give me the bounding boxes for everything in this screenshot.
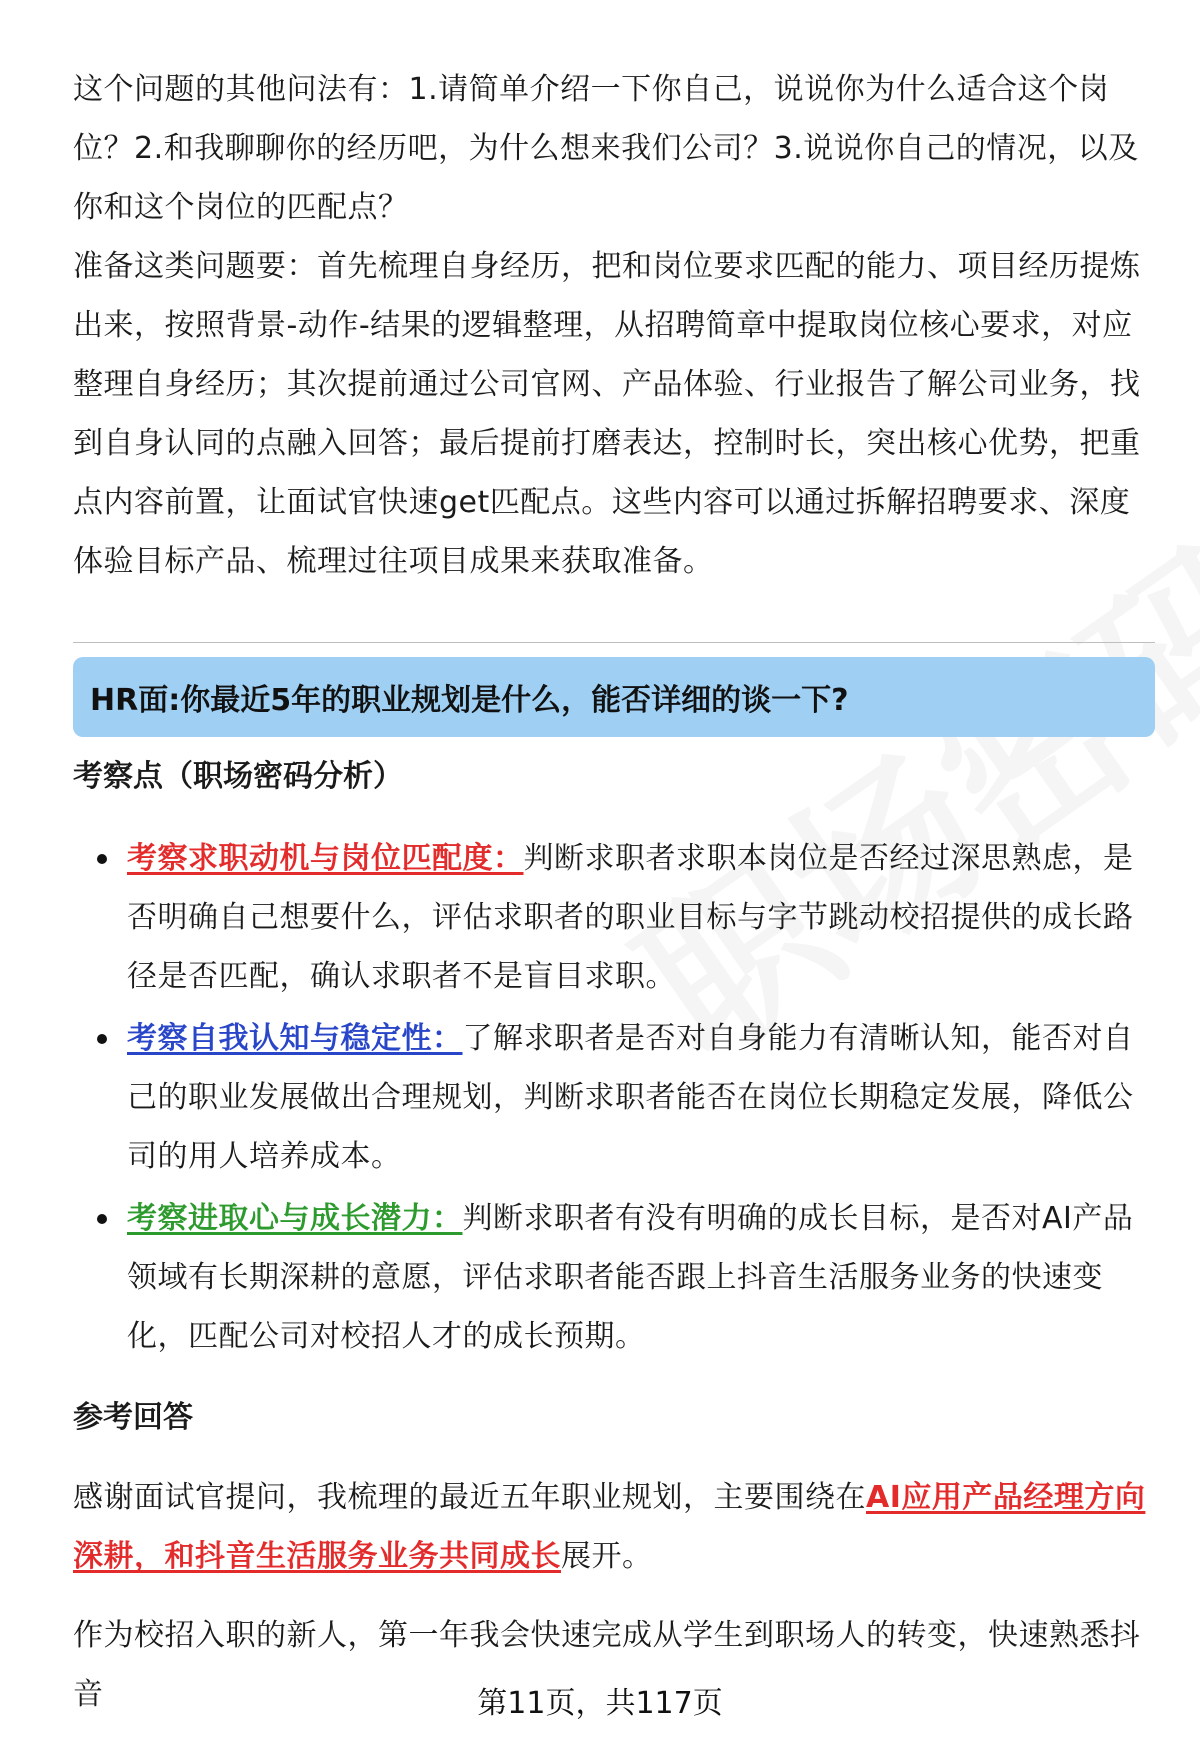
answer-highlight: AI应用产品经理方向深耕，和抖音生活服务业务共同成长 (73, 1480, 1146, 1574)
analysis-item (73, 1009, 1155, 1186)
question-box (73, 657, 1155, 737)
analysis-item-text: 了解求职者是否对自身能力有清晰认知，能否对自己的职业发展做出合理规划，判断求职者能否在岗位长期稳定发展，降低公司的用人培养成本。 (127, 1021, 1134, 1174)
analysis-heading: 考察点（职场密码分析） (73, 759, 403, 794)
question-title: HR面:你最近5年的职业规划是什么，能否详细的谈一下? (90, 683, 849, 718)
analysis-item-label: 考察求职动机与岗位匹配度： (127, 841, 524, 876)
preparation-paragraph: 准备这类问题要：首先梳理自身经历，把和岗位要求匹配的能力、项目经历提炼出来，按照背景-动作-结果的逻辑整理，从招聘简章中提取岗位核心要求，对应整理自身经历；其次提前通过公司官网、产品体验、行业报告了解公司业务，找到自身认同的点融入回答；最后提前打磨表达，控制时长，突出核心优势，把重点内容前置，让面试官快速get匹配点。这些内容可以通过拆解招聘要求、深度体验目标产品、梳理过往项目成果来获取准备。 (73, 249, 1141, 579)
bullet-dot-icon (97, 1034, 107, 1044)
answer-paragraph-2: 作为校招入职的新人，第一年我会快速完成从学生到职场人的转变，快速熟悉抖音 (73, 1618, 1141, 1712)
content (73, 60, 1155, 1724)
analysis-item-label: 考察进取心与成长潜力： (127, 1201, 463, 1236)
bullet-dot-icon (97, 1214, 107, 1224)
bullet-dot-icon (97, 854, 107, 864)
analysis-item (73, 829, 1155, 1006)
alt-questions-paragraph: 这个问题的其他问法有：1.请简单介绍一下你自己，说说你为什么适合这个岗位？2.和我聊聊你的经历吧，为什么想来我们公司？3.说说你自己的情况，以及你和这个岗位的匹配点？ (73, 72, 1139, 225)
page-number: 第11页，共117页 (477, 1686, 723, 1721)
answer-text: 展开。 (561, 1539, 653, 1574)
answer-text: 感谢面试官提问，我梳理的最近五年职业规划，主要围绕在 (73, 1480, 866, 1515)
analysis-item-text: 判断求职者有没有明确的成长目标，是否对AI产品领域有长期深耕的意愿，评估求职者能否跟上抖音生活服务业务的快速变化，匹配公司对校招人才的成长预期。 (127, 1201, 1134, 1354)
answer-paragraph-1 (73, 1468, 1155, 1586)
analysis-item (73, 1189, 1155, 1366)
answer-heading: 参考回答 (73, 1400, 193, 1435)
divider (73, 642, 1155, 643)
analysis-item-text: 判断求职者求职本岗位是否经过深思熟虑，是否明确自己想要什么，评估求职者的职业目标与字节跳动校招提供的成长路径是否匹配，确认求职者不是盲目求职。 (127, 841, 1134, 994)
analysis-list (73, 829, 1155, 1366)
analysis-item-label: 考察自我认知与稳定性： (127, 1021, 463, 1056)
